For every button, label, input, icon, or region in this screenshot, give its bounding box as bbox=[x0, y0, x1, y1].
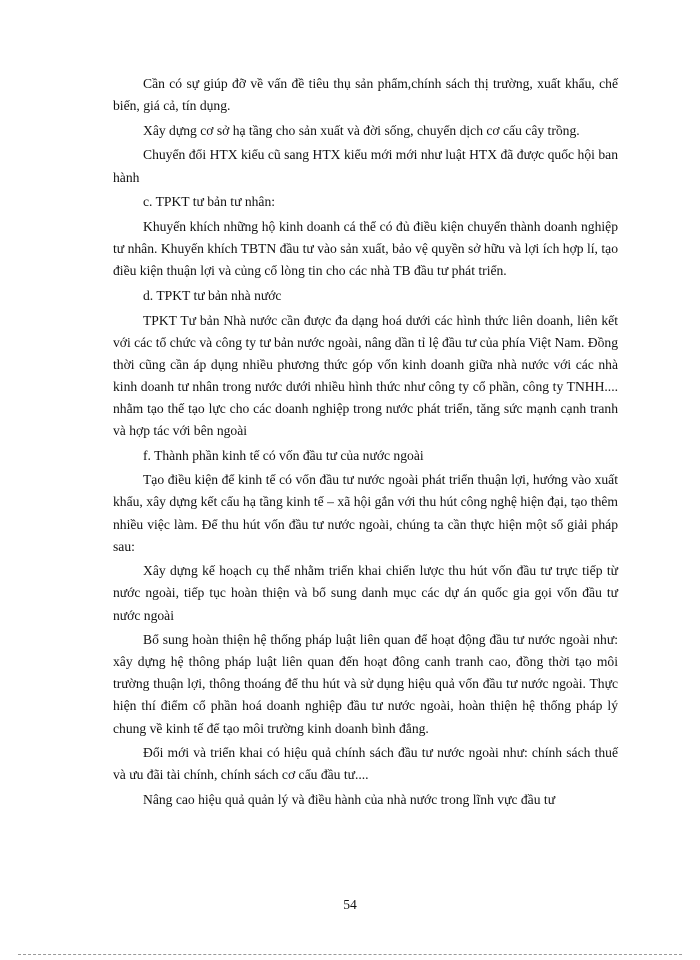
heading-state-capital: d. TPKT tư bản nhà nước bbox=[143, 287, 282, 303]
paragraph-infrastructure: Xây dựng cơ sở hạ tầng cho sản xuất và đời sống, chuyển dịch cơ cấu cây trồng. bbox=[143, 122, 580, 138]
body-text bbox=[113, 73, 618, 814]
paragraph-foreign-conditions: Tạo điều kiện để kinh tế có vốn đầu tư nước ngoài phát triển thuận lợi, hướng vào xuất khẩu, xây dựng kết cấu hạ tầng kinh tế – xã hội gắn với thu hút công nghệ hiện đại, tạo thêm nhiều việc làm. Để thu hút vốn đầu tư nước ngoài, chúng ta cần thực hiện một số giải pháp sau: bbox=[113, 472, 618, 554]
paragraph-state-capital: TPKT Tư bản Nhà nước cần được đa dạng hoá dưới các hình thức liên doanh, liên kết với các tổ chức và công ty tư bản nước ngoài, nâng dần tỉ lệ đầu tư của phía Việt Nam. Đồng thời cũng cần áp dụng nhiều phương thức góp vốn kinh doanh giữa nhà nước với các nhà kinh doanh tư nhân trong nước dưới nhiều hình thức như công ty cổ phần, công ty TNHH.... nhằm tạo thế tạo lực cho các doanh nghiệp trong nước phát triển, tăng sức mạnh cạnh tranh và hợp tác với bên ngoài bbox=[113, 312, 618, 438]
paragraph-private-encouragement: Khuyến khích những hộ kinh doanh cá thể có đủ điều kiện chuyển thành doanh nghiệp tư nhân. Khuyến khích TBTN đầu tư vào sản xuất, bảo vệ quyền sở hữu và lợi ích hợp lí, tạo điều kiện thuận lợi và củng cố lòng tin cho các nhà TB đầu tư phát triển. bbox=[113, 218, 618, 279]
heading-foreign-investment: f. Thành phần kinh tế có vốn đầu tư của nước ngoài bbox=[143, 447, 424, 463]
page-bottom-border bbox=[18, 954, 682, 955]
paragraph-foreign-plan: Xây dựng kế hoạch cụ thể nhằm triển khai chiến lược thu hút vốn đầu tư trực tiếp từ nước ngoài, tiếp tục hoàn thiện và bổ sung danh mục các dự án quốc gia gọi vốn đầu tư nước ngoài bbox=[113, 563, 618, 623]
paragraph-htx-conversion: Chuyển đổi HTX kiểu cũ sang HTX kiểu mới mới như luật HTX đã được quốc hội ban hành bbox=[113, 147, 618, 185]
paragraph-policy-reform: Đổi mới và triển khai có hiệu quả chính sách đầu tư nước ngoài như: chính sách thuế và ưu đãi tài chính, chính sách cơ cấu đầu tư.... bbox=[113, 745, 618, 783]
paragraph-support-consumption: Cần có sự giúp đỡ về vấn đề tiêu thụ sản phẩm,chính sách thị trường, xuất khẩu, chế biến, giá cả, tín dụng. bbox=[113, 76, 618, 114]
paragraph-management-efficiency: Nâng cao hiệu quả quản lý và điều hành của nhà nước trong lĩnh vực đầu tư bbox=[143, 792, 556, 808]
page-number: 54 bbox=[343, 897, 357, 912]
heading-private-capital: c. TPKT tư bản tư nhân: bbox=[143, 194, 276, 210]
paragraph-legal-system: Bổ sung hoàn thiện hệ thống pháp luật liên quan để hoạt động đầu tư nước ngoài như: xây dựng hệ thông pháp luật liên quan đến hoạt đông canh tranh cao, đồng thời tạo môi trường thuận lợi, thông thoáng để thu hút và sử dụng hiệu quả vốn đầu tư nước ngoài. Thực hiện thí điểm cổ phần hoá doanh nghiệp đầu tư nước ngoài, hoàn thiện hệ thống pháp lý chung về kinh tế để tạo môi trường kinh doanh bình đẳng. bbox=[113, 632, 618, 736]
